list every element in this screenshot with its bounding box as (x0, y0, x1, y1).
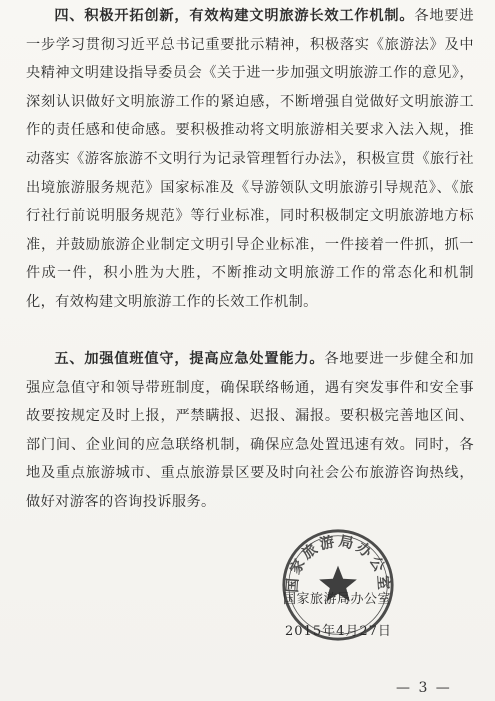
page-number: — 3 — (396, 680, 452, 696)
section-5-heading: 五、加强值班值守，提高应急处置能力。 (54, 351, 325, 367)
section-5-paragraph (26, 345, 474, 517)
section-4-paragraph (26, 2, 474, 317)
signature: 国家旅游局办公室 (283, 592, 392, 607)
seal-text: 国家旅游局办公室 (283, 532, 393, 594)
section-4-heading: 四、积极开拓创新，有效构建文明旅游长效工作机制。 (54, 8, 415, 24)
section-4-body: 各地要进一步学习贯彻习近平总书记重要批示精神，积极落实《旅游法》及中央精神文明建设指导委员会《关于进一步加强文明旅游工作的意见》，深刻认识做好文明旅游工作的紧迫感，不断增强自觉做好文明旅游工作的责任感和使命感。要积极推动将文明旅游相关要求入法入规，推动落实《游客旅游不文明行为记录管理暂行办法》，积极宣贯《旅行社出境旅游服务规范》国家标准及《导游领队文明旅游引导规范》、《旅行社行前说明服务规范》等行业标准，同时积极制定文明旅游地方标准，并鼓励旅游企业制定文明引导企业标准，一件接着一件抓，抓一件成一件，积小胜为大胜，不断推动文明旅游工作的常态化和机制化，有效构建文明旅游工作的长效工作机制。 (26, 8, 474, 310)
issue-date: 2015年4月27日 (285, 624, 392, 639)
section-5-body: 各地要进一步健全和加强应急值守和领导带班制度，确保联络畅通，遇有突发事件和安全事故要按规定及时上报，严禁瞒报、迟报、漏报。要积极完善地区间、部门间、企业间的应急联络机制，确保应急处置迅速有效。同时，各地及重点旅游城市、重点旅游景区要及时向社会公布旅游咨询热线，做好对游客的咨询投诉服务。 (26, 351, 474, 510)
